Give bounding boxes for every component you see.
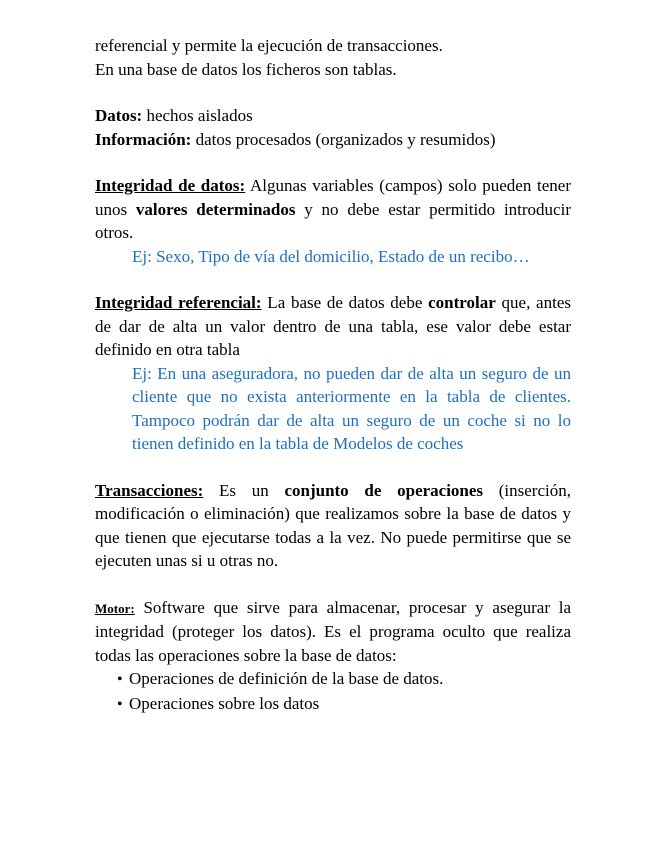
integridad-referencial-bold: controlar — [428, 293, 496, 312]
integridad-datos-text-before: Algunas variables (campos) solo pueden tener unos — [95, 176, 571, 219]
integridad-referencial-example: Ej: En una aseguradora, no pueden dar de alta un seguro de un cliente que no exista anteriormente en la tabla de clientes. Tampoco podrán dar de alta un seguro de un coche si no lo tienen definido en la tabla de Modelos de coches — [132, 363, 571, 453]
transacciones-text-before: Es un — [203, 480, 285, 500]
motor-paragraph — [95, 596, 571, 668]
integridad-referencial-text-after: que, antes de dar de alta un valor dentro de una tabla, ese valor debe estar definido en otra tabla — [95, 293, 571, 359]
intro-line-2: En una base de datos los ficheros son tablas. — [95, 59, 397, 79]
intro-line-1: referencial y permite la ejecución de transacciones. — [95, 36, 443, 55]
bullet-icon: • — [117, 696, 123, 713]
transacciones-paragraph — [95, 479, 571, 573]
integridad-referencial-text-before: La base de datos debe — [261, 293, 429, 312]
spacer — [95, 151, 571, 174]
informacion-definition — [95, 128, 571, 152]
transacciones-label: Transacciones: — [95, 480, 204, 500]
integridad-referencial-label: Integridad referencial: — [95, 293, 262, 312]
datos-definition — [95, 104, 571, 128]
integridad-datos-text-after: y no debe estar permitido introducir otros. — [95, 199, 571, 242]
spacer — [95, 573, 571, 596]
motor-bullet-list — [95, 667, 571, 717]
list-item-text: Operaciones sobre los datos — [129, 694, 320, 713]
document-page — [95, 34, 571, 717]
motor-label: Motor: — [95, 600, 135, 616]
transacciones-text-after: (inserción, modificación o eliminación) que realizamos sobre la base de datos y que tienen que ejecutarse todas a la vez. No puede permitirse que se ejecuten unas si u otras no. — [95, 480, 571, 570]
bullet-icon: • — [117, 671, 123, 688]
spacer — [95, 268, 571, 291]
integridad-datos-label: Integridad de datos: — [95, 176, 246, 195]
motor-text: Software que sirve para almacenar, procesar y asegurar la integridad (proteger los datos). Es el programa oculto que realiza todas las operaciones sobre la base de datos: — [95, 597, 571, 665]
integridad-datos-bold: valores determinados — [135, 199, 296, 219]
list-item — [117, 692, 571, 717]
list-item-text: Operaciones de definición de la base de datos. — [129, 669, 444, 688]
datos-label: Datos: — [95, 106, 143, 125]
spacer — [95, 456, 571, 479]
integridad-datos-example: Ej: Sexo, Tipo de vía del domicilio, Estado de un recibo… — [132, 246, 530, 266]
transacciones-bold: conjunto de operaciones — [284, 480, 484, 500]
informacion-text: datos procesados (organizados y resumidos) — [191, 129, 496, 149]
list-item — [117, 667, 571, 692]
spacer — [95, 81, 571, 104]
integridad-referencial-paragraph — [95, 291, 571, 362]
integridad-datos-paragraph — [95, 174, 571, 245]
datos-text: hechos aislados — [142, 106, 253, 125]
informacion-label: Información: — [95, 129, 192, 149]
